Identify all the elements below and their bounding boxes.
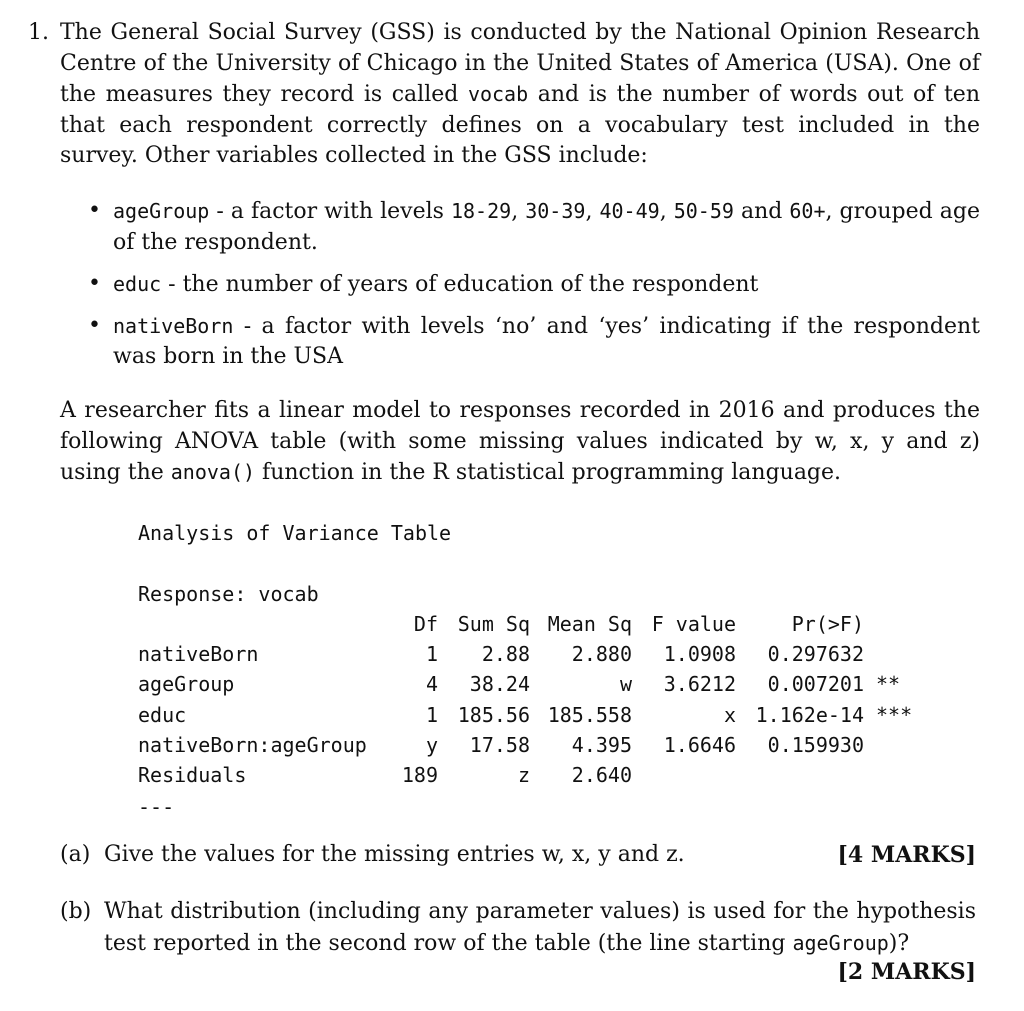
table-row bbox=[138, 760, 936, 790]
header-cell: Df bbox=[413, 612, 438, 637]
list-item bbox=[60, 311, 980, 373]
cell: 1.0908 bbox=[663, 642, 736, 667]
part-b-text-1: What distribution (including any parameter values) is used for the hypothesis test reported in the second row of the table (the line starting bbox=[104, 899, 976, 956]
cell: 185.558 bbox=[547, 702, 632, 727]
anova-response: Response: vocab bbox=[138, 582, 319, 606]
part-label: (b) bbox=[60, 899, 92, 924]
intro-text-1: The General Social Survey (GSS) is conducted by the National Opinion Research Centre of the University of Chicago in the United States of America (USA). One of the measures they record is called bbox=[60, 20, 980, 107]
cell: ageGroup bbox=[138, 672, 235, 697]
var-desc: - a factor with levels ‘no’ and ‘yes’ indicating if the respondent was born in the USA bbox=[113, 313, 980, 369]
cell bbox=[632, 760, 736, 790]
sep: and bbox=[733, 199, 790, 224]
model-paragraph bbox=[60, 396, 980, 489]
bullet-icon: • bbox=[88, 312, 101, 338]
bullet-icon: • bbox=[88, 198, 101, 223]
sep: , bbox=[585, 199, 600, 224]
part-text bbox=[104, 897, 976, 959]
cell: w bbox=[619, 672, 632, 697]
cell bbox=[736, 760, 864, 790]
var-name: nativeBorn bbox=[113, 313, 234, 338]
cell: 1 bbox=[425, 702, 438, 727]
cell: 2.880 bbox=[571, 642, 632, 667]
intro-text-2: and is the number of words out of ten that each respondent correctly defines on a vocabulary test included in the survey. Other variables collected in the GSS include: bbox=[60, 82, 980, 168]
cell: educ bbox=[138, 702, 187, 727]
cell: 189 bbox=[401, 763, 438, 788]
level: 50-59 bbox=[673, 199, 734, 223]
cell: 4 bbox=[425, 672, 438, 697]
var-name: educ bbox=[113, 271, 162, 296]
sep: , bbox=[659, 199, 674, 224]
table-row bbox=[138, 700, 936, 730]
cell: 0.007201 bbox=[767, 672, 864, 697]
marks-a: [4 MARKS] bbox=[837, 842, 976, 868]
marks-b: [2 MARKS] bbox=[837, 959, 976, 985]
cell bbox=[864, 760, 936, 790]
cell: 3.6212 bbox=[663, 672, 736, 697]
anova-title: Analysis of Variance Table bbox=[138, 521, 452, 545]
header-cell: Pr(>F) bbox=[791, 612, 864, 637]
bullet-icon: • bbox=[88, 270, 101, 296]
level: 30-39 bbox=[525, 199, 586, 223]
table-row bbox=[138, 730, 936, 760]
cell: x bbox=[723, 702, 736, 727]
header-cell: F value bbox=[651, 612, 736, 637]
question-number: 1. bbox=[28, 20, 49, 45]
list-item bbox=[60, 269, 980, 301]
cell: 2.88 bbox=[481, 642, 530, 667]
cell bbox=[864, 730, 936, 760]
header-cell: Sum Sq bbox=[457, 612, 530, 637]
sep: , bbox=[511, 199, 526, 224]
cell: Residuals bbox=[138, 763, 247, 788]
cell: 0.297632 bbox=[767, 642, 864, 667]
header-cell: Mean Sq bbox=[547, 612, 632, 637]
cell: 185.56 bbox=[457, 702, 530, 727]
level: 18-29 bbox=[450, 199, 512, 223]
table-row bbox=[138, 639, 936, 669]
list-item bbox=[60, 196, 980, 258]
cell bbox=[864, 639, 936, 669]
part-text: Give the values for the missing entries w, x, y and z. bbox=[104, 842, 685, 867]
cell: 17.58 bbox=[469, 732, 530, 757]
var-name: ageGroup bbox=[113, 199, 210, 223]
para2-text-2: function in the R statistical programming language. bbox=[255, 460, 842, 485]
variable-list bbox=[60, 196, 980, 383]
part-b bbox=[60, 897, 976, 959]
cell: 1 bbox=[425, 642, 438, 667]
var-desc: , grouped age of the respondent. bbox=[113, 199, 980, 255]
table-row bbox=[138, 669, 936, 699]
intro-code-vocab: vocab bbox=[467, 82, 529, 106]
cell: ** bbox=[876, 672, 901, 697]
var-desc: - the number of years of education of the respondent bbox=[161, 271, 759, 297]
level: 40-49 bbox=[599, 199, 660, 223]
cell: nativeBorn:ageGroup bbox=[138, 732, 367, 757]
header-cell bbox=[864, 609, 936, 639]
header-cell bbox=[138, 609, 386, 639]
para2-text-1: A researcher fits a linear model to responses recorded in 2016 and produces the following ANOVA table (with some missing values indicated by w, x, y and z) using the bbox=[60, 398, 980, 485]
code-agegroup: ageGroup bbox=[792, 930, 889, 955]
part-label: (a) bbox=[60, 842, 91, 867]
cell: 2.640 bbox=[571, 763, 632, 788]
level: 60+ bbox=[789, 199, 826, 223]
table-header-row bbox=[138, 609, 936, 639]
cell: nativeBorn bbox=[138, 642, 259, 667]
part-b-text-2: )? bbox=[888, 930, 910, 956]
intro-paragraph bbox=[60, 18, 980, 172]
code-anova: anova() bbox=[170, 460, 256, 484]
anova-table bbox=[138, 609, 936, 790]
cell: *** bbox=[876, 702, 913, 727]
cell: 4.395 bbox=[571, 732, 632, 757]
cell: z bbox=[517, 763, 530, 788]
cell: 1.6646 bbox=[663, 732, 736, 757]
cell: y bbox=[425, 732, 438, 757]
var-desc: - a factor with levels bbox=[209, 199, 451, 224]
cell: 0.159930 bbox=[767, 732, 864, 757]
anova-separator: --- bbox=[138, 795, 175, 819]
cell: 38.24 bbox=[469, 672, 530, 697]
cell: 1.162e-14 bbox=[755, 702, 864, 727]
